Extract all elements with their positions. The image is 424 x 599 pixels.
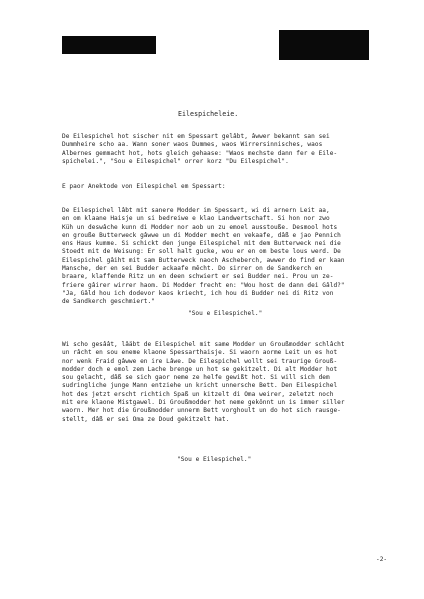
para2-line: Mansche, der en sei Budder ackaafe mêcht. Do sirrer on de Sandkerch en <box>62 265 323 273</box>
paragraph-2 <box>62 207 386 307</box>
para2-line: "Ja, Gâld hou ich dodevor kaos kriecht, ich hou di Budder nei di Ritz von <box>62 289 334 297</box>
para3-line: sudringliche junge Mann entziehe un kricht unnersche Bett. Den Eilespichel <box>62 382 338 390</box>
paragraph-3 <box>62 341 386 424</box>
para3-line: nor wenk Fraid gâwwe en ire Lâwe. De Eilespichel wollt sei traurige Grouß- <box>62 357 338 365</box>
para3-line: Wi scho gesâât, lâäbt de Eilespichel mit same Modder un Groußmodder schlâcht <box>62 341 345 348</box>
para2-line: Küh un deswâche kunn di Modder nor aob un zu emoel ausstouße. Desmool hots <box>62 223 338 231</box>
para2-line: en grouße Butterweck gâwwe un di Modder mecht en vekaafe, dâß e jao Pennich <box>62 231 341 239</box>
paragraph-1 <box>62 133 386 166</box>
para3-line: modder doch e emol zem Lache brenge un hot se gekitzelt. Di alt Modder hot <box>62 365 338 373</box>
redaction-block-right <box>279 30 369 60</box>
para2-line: braare, klaffende Ritz un en deen schwiert er sei Budder nei. Prou un ze- <box>62 273 334 281</box>
intro-text: E paor Anektode von Eilespichel em Spessart: <box>62 183 226 190</box>
para3-line: sou gelacht, dâß se sich gaor neme ze helfe gewißt hot. Si will sich dem <box>62 374 330 382</box>
para1-line: Dummheire scho aa. Wann soner waos Dummes, waos Wirrersinnisches, waos <box>62 141 323 149</box>
para1-line: Albernes gemmacht hot, hots gleich gehaase: "Waos mechste dann fer e Eile- <box>62 149 338 157</box>
para2-line: Eilespichel gâiht mit sam Butterweck naoch Ascheberch, awwer do find er kaan <box>62 256 345 264</box>
para2-line: De Eilespichel lâbt mit sanere Modder im Spessart, wi di arnern Leit aa, <box>62 207 330 214</box>
para3-line: stellt, dâß er sei Oma ze Doud gekitzelt hat. <box>62 415 230 423</box>
para2-line: en om klaane Haisje un si bedreiwe e klao Landwertschaft. Si hon nor zwo <box>62 215 330 223</box>
para3-line: un râcht en sou eneme klaone Spessarthaisje. Si waorn aorme Leit un es hot <box>62 349 338 357</box>
para2-line: ens Haus kumme. Si schickt den junge Eilespichel mit dem Butterweck nei die <box>62 240 341 248</box>
para3-line: mit ere klaone Mistgawel. Di Groußmodder hot neme gekônnt un is immer siller <box>62 399 345 407</box>
redaction-block-left <box>62 36 156 54</box>
signature-2: "Sou e Eilespichel." <box>177 456 252 463</box>
para2-line: friere gâirer wirrer haom. Di Modder frecht en: "Wou host de dann dei Gâld?" <box>62 281 345 289</box>
para3-line: hot des jetzt erscht richtich Spaß un kitzelt di Oma weirer, zeletzt noch <box>62 390 334 398</box>
para1-line: spichelei.", "Sou e Eilespichel" orrer korz "Du Eilespichel". <box>62 157 289 165</box>
intro-line <box>62 183 386 191</box>
para2-line: Stoedt mit de Weisung: Er soll halt gucke, wou er en om beste lous werd. De <box>62 248 341 256</box>
para3-line: waorn. Mer hot die Groußmodder unnerm Bett vorghoult un do hot sich rausge- <box>62 407 341 415</box>
page-title: Eilespicheleie. <box>178 110 239 118</box>
para1-line: De Eilespichel hot sischer nit em Spessart gelâbt, âwwer bekannt san sei <box>62 133 330 140</box>
para2-line: de Sandkerch geschmiert." <box>62 298 155 306</box>
signature-1: "Sou e Eilespichel." <box>188 310 263 317</box>
page-number: -2- <box>376 556 388 563</box>
